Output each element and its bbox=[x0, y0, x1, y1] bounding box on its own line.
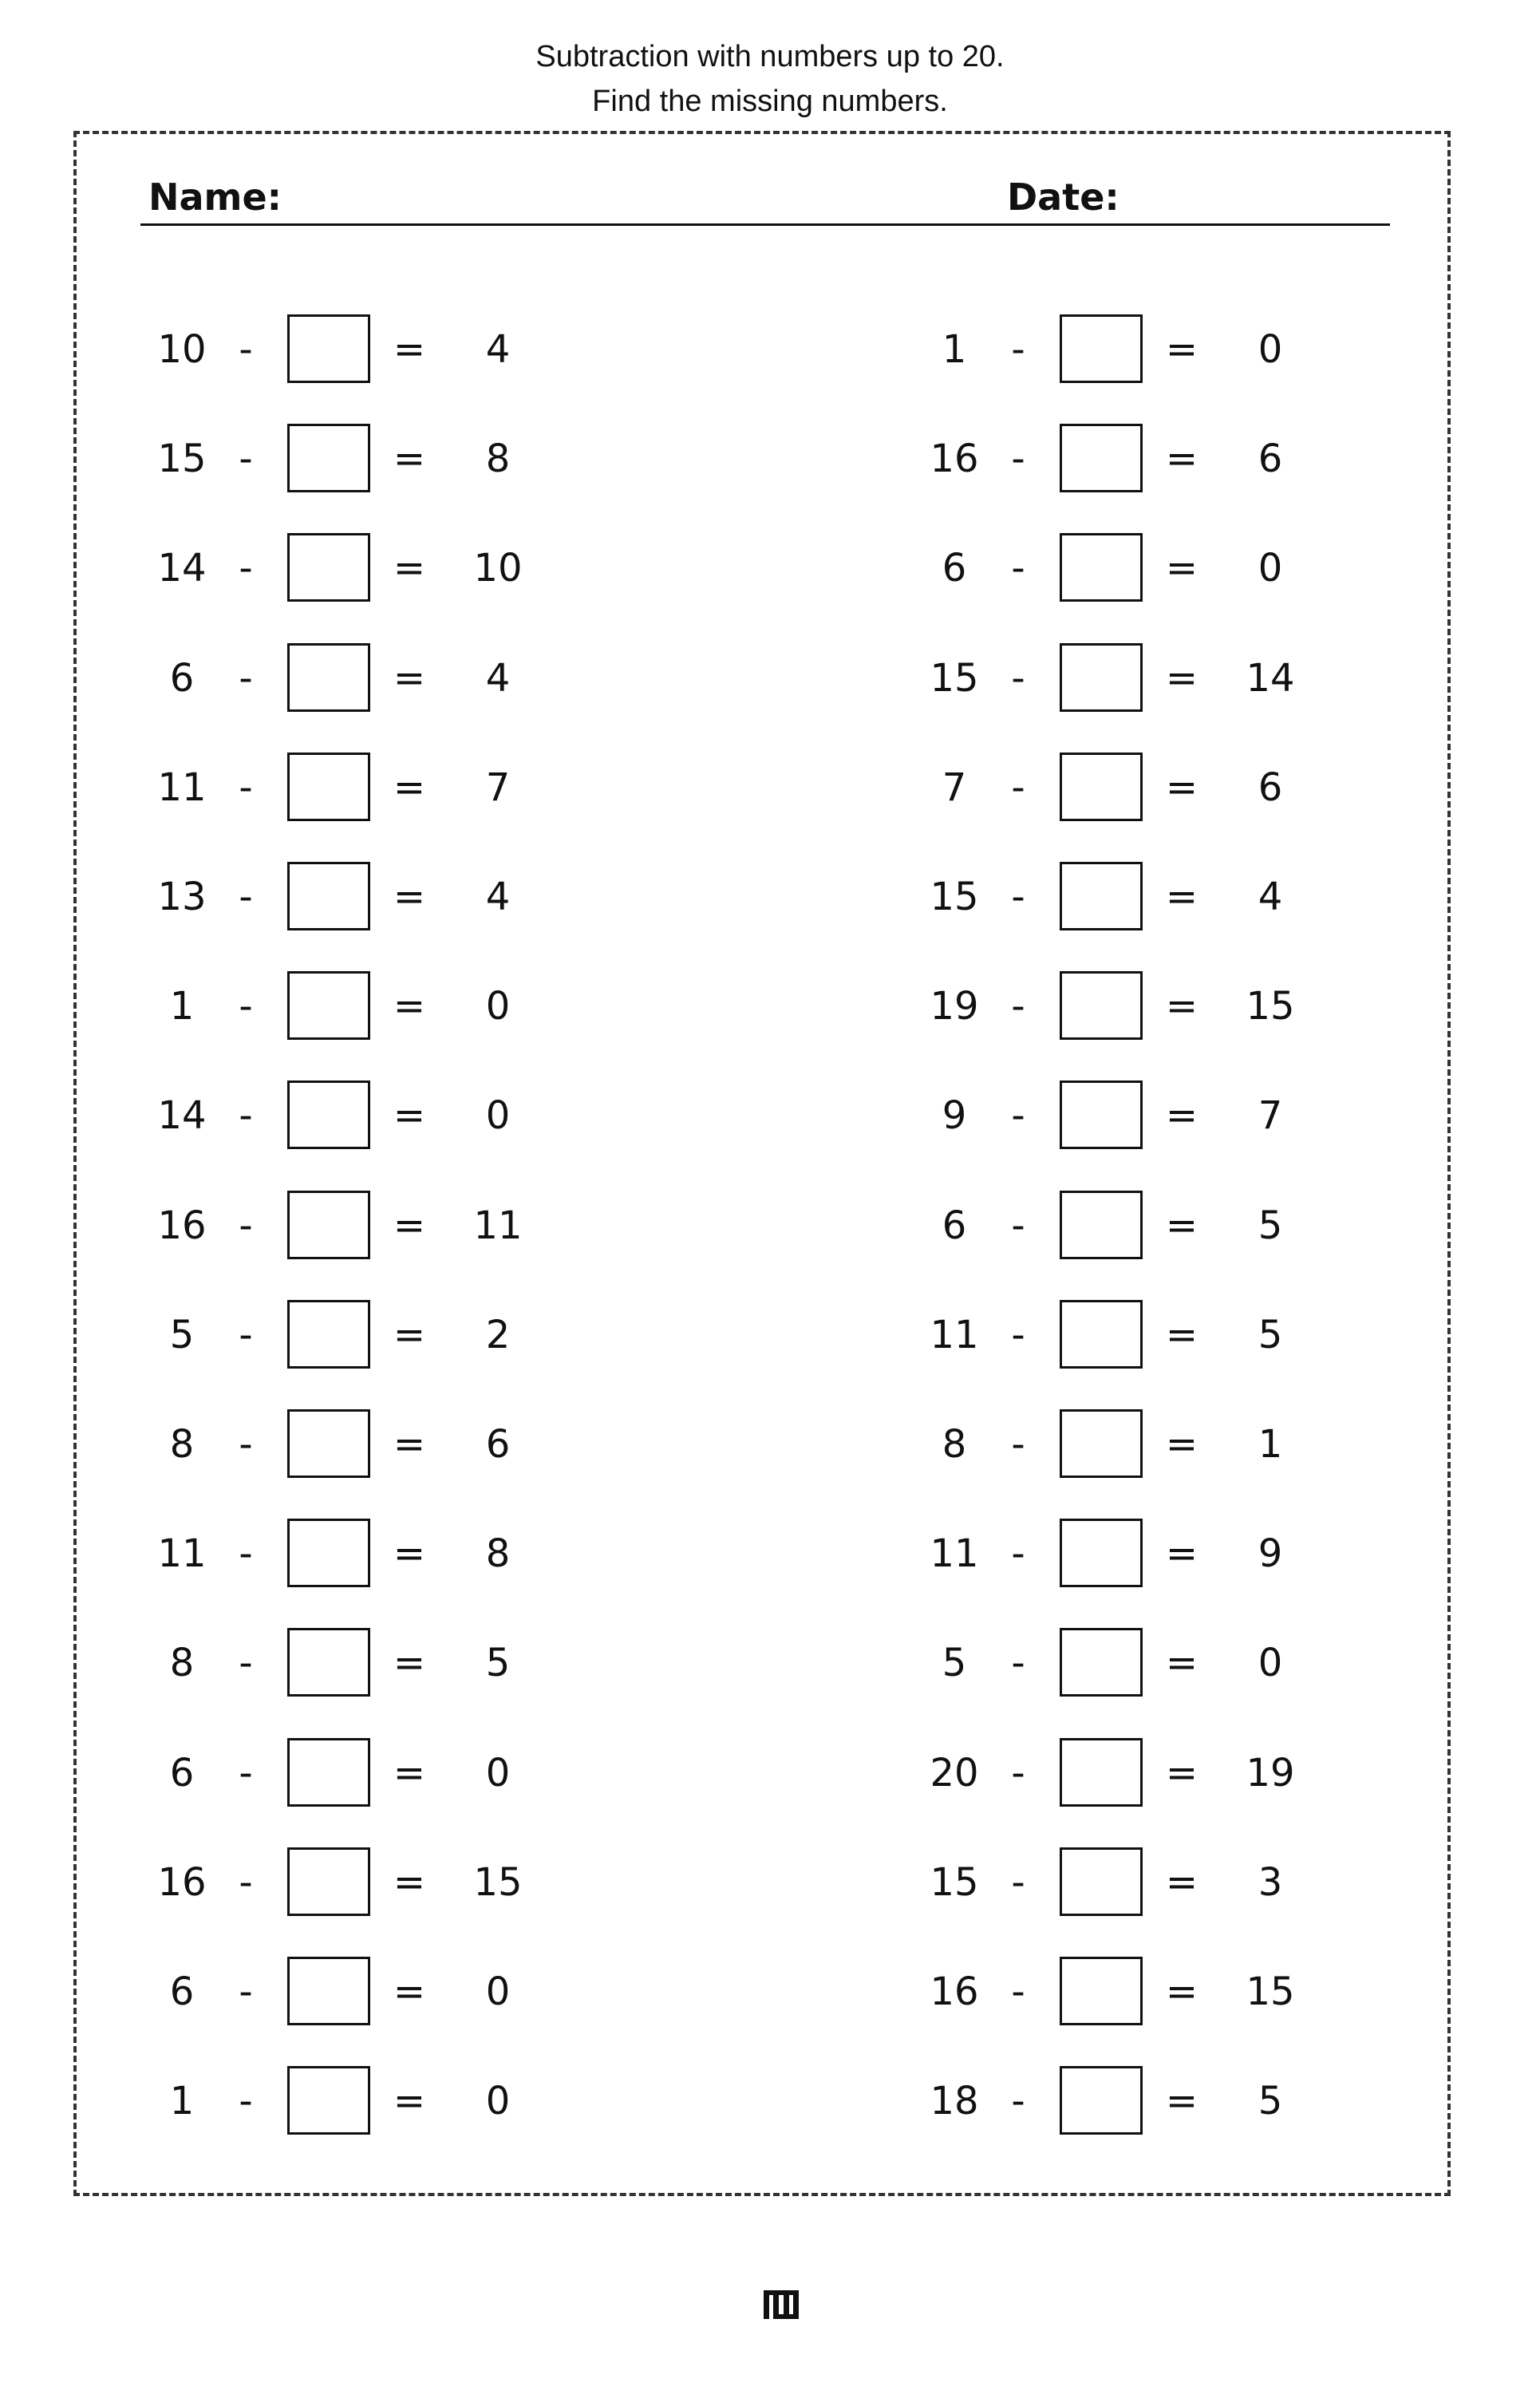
problem-row bbox=[142, 1187, 796, 1264]
difference: 4 bbox=[1258, 875, 1283, 919]
minus-sign: - bbox=[1011, 1093, 1025, 1138]
equals-sign: = bbox=[393, 437, 426, 481]
difference: 0 bbox=[1258, 546, 1283, 591]
minus-sign: - bbox=[1011, 327, 1025, 372]
difference: 5 bbox=[1258, 2079, 1283, 2123]
difference: 4 bbox=[485, 327, 511, 372]
equals-sign: = bbox=[393, 1641, 426, 1685]
difference: 0 bbox=[1258, 327, 1283, 372]
difference: 7 bbox=[485, 765, 511, 810]
minuend: 5 bbox=[169, 1313, 195, 1357]
minus-sign: - bbox=[239, 546, 253, 591]
equals-sign: = bbox=[393, 1969, 426, 2014]
minus-sign: - bbox=[239, 1641, 253, 1685]
minus-sign: - bbox=[239, 2079, 253, 2123]
minuend: 15 bbox=[930, 1860, 979, 1905]
problem-row bbox=[142, 311, 796, 388]
minuend: 6 bbox=[942, 1203, 967, 1248]
minus-sign: - bbox=[239, 1313, 253, 1357]
problem-row bbox=[142, 1735, 796, 1811]
difference: 0 bbox=[485, 984, 511, 1029]
answer-box[interactable] bbox=[1060, 314, 1143, 383]
worksheet-instructions: Find the missing numbers. bbox=[592, 85, 948, 118]
minuend: 13 bbox=[157, 875, 207, 919]
equals-sign: = bbox=[393, 875, 426, 919]
answer-box[interactable] bbox=[1060, 1519, 1143, 1587]
equals-sign: = bbox=[393, 656, 426, 701]
problem-row bbox=[914, 1297, 1540, 1373]
problem-row bbox=[914, 859, 1540, 935]
problem-row bbox=[142, 1954, 796, 2030]
minuend: 1 bbox=[942, 327, 967, 372]
minus-sign: - bbox=[1011, 1203, 1025, 1248]
equals-sign: = bbox=[1165, 437, 1198, 481]
problem-row bbox=[142, 1625, 796, 1701]
minus-sign: - bbox=[1011, 2079, 1025, 2123]
equals-sign: = bbox=[393, 1093, 426, 1138]
minuend: 10 bbox=[157, 327, 207, 372]
difference: 5 bbox=[1258, 1313, 1283, 1357]
answer-box[interactable] bbox=[1060, 1300, 1143, 1369]
minus-sign: - bbox=[1011, 1860, 1025, 1905]
equals-sign: = bbox=[1165, 875, 1198, 919]
minus-sign: - bbox=[239, 1860, 253, 1905]
equals-sign: = bbox=[1165, 1751, 1198, 1796]
minuend: 6 bbox=[942, 546, 967, 591]
problem-row bbox=[914, 1844, 1540, 1921]
problem-row bbox=[914, 1954, 1540, 2030]
problem-row bbox=[914, 968, 1540, 1045]
minuend: 11 bbox=[157, 1531, 207, 1576]
answer-box[interactable] bbox=[1060, 1957, 1143, 2025]
minus-sign: - bbox=[239, 1203, 253, 1248]
minuend: 14 bbox=[157, 546, 207, 591]
answer-box[interactable] bbox=[1060, 1847, 1143, 1916]
minus-sign: - bbox=[239, 656, 253, 701]
minuend: 14 bbox=[157, 1093, 207, 1138]
minus-sign: - bbox=[1011, 1313, 1025, 1357]
minus-sign: - bbox=[239, 1422, 253, 1467]
difference: 6 bbox=[1258, 765, 1283, 810]
difference: 14 bbox=[1246, 656, 1295, 701]
answer-box[interactable] bbox=[287, 1628, 370, 1697]
minuend: 11 bbox=[930, 1313, 979, 1357]
problem-row bbox=[142, 2063, 796, 2139]
minuend: 8 bbox=[942, 1422, 967, 1467]
answer-box[interactable] bbox=[1060, 1080, 1143, 1149]
minus-sign: - bbox=[1011, 546, 1025, 591]
answer-box[interactable] bbox=[1060, 2066, 1143, 2135]
minuend: 15 bbox=[930, 875, 979, 919]
problem-row bbox=[142, 421, 796, 497]
answer-box[interactable] bbox=[287, 862, 370, 930]
minus-sign: - bbox=[239, 327, 253, 372]
problem-row bbox=[914, 640, 1540, 717]
difference: 0 bbox=[485, 2079, 511, 2123]
name-date-line bbox=[140, 223, 1390, 226]
answer-box[interactable] bbox=[287, 1080, 370, 1149]
minuend: 5 bbox=[942, 1641, 967, 1685]
difference: 10 bbox=[473, 546, 523, 591]
equals-sign: = bbox=[393, 984, 426, 1029]
minus-sign: - bbox=[1011, 765, 1025, 810]
equals-sign: = bbox=[393, 1313, 426, 1357]
problem-row bbox=[142, 1297, 796, 1373]
minuend: 1 bbox=[169, 984, 195, 1029]
equals-sign: = bbox=[1165, 1531, 1198, 1576]
answer-box[interactable] bbox=[1060, 1628, 1143, 1697]
equals-sign: = bbox=[1165, 765, 1198, 810]
answer-box[interactable] bbox=[1060, 753, 1143, 821]
problem-row bbox=[142, 1077, 796, 1154]
problem-row bbox=[914, 421, 1540, 497]
difference: 7 bbox=[1258, 1093, 1283, 1138]
minus-sign: - bbox=[1011, 656, 1025, 701]
minuend: 9 bbox=[942, 1093, 967, 1138]
minus-sign: - bbox=[239, 984, 253, 1029]
equals-sign: = bbox=[1165, 2079, 1198, 2123]
minus-sign: - bbox=[239, 1093, 253, 1138]
answer-box[interactable] bbox=[287, 1519, 370, 1587]
answer-box[interactable] bbox=[287, 643, 370, 712]
difference: 4 bbox=[485, 875, 511, 919]
answer-box[interactable] bbox=[287, 1957, 370, 2025]
difference: 3 bbox=[1258, 1860, 1283, 1905]
minus-sign: - bbox=[239, 1751, 253, 1796]
answer-box[interactable] bbox=[1060, 862, 1143, 930]
minuend: 6 bbox=[169, 1751, 195, 1796]
equals-sign: = bbox=[393, 2079, 426, 2123]
answer-box[interactable] bbox=[1060, 533, 1143, 602]
answer-box[interactable] bbox=[287, 1191, 370, 1259]
equals-sign: = bbox=[393, 765, 426, 810]
problem-row bbox=[914, 1077, 1540, 1154]
answer-box[interactable] bbox=[1060, 971, 1143, 1040]
equals-sign: = bbox=[393, 1860, 426, 1905]
minus-sign: - bbox=[1011, 437, 1025, 481]
equals-sign: = bbox=[1165, 1969, 1198, 2014]
minuend: 20 bbox=[930, 1751, 979, 1796]
difference: 9 bbox=[1258, 1531, 1283, 1576]
equals-sign: = bbox=[1165, 1422, 1198, 1467]
equals-sign: = bbox=[1165, 1203, 1198, 1248]
minuend: 11 bbox=[157, 765, 207, 810]
minus-sign: - bbox=[239, 765, 253, 810]
minuend: 19 bbox=[930, 984, 979, 1029]
equals-sign: = bbox=[393, 327, 426, 372]
problem-row bbox=[914, 1515, 1540, 1592]
answer-box[interactable] bbox=[1060, 643, 1143, 712]
name-label: Name: bbox=[148, 176, 282, 219]
minus-sign: - bbox=[1011, 1969, 1025, 2014]
minuend: 15 bbox=[157, 437, 207, 481]
minus-sign: - bbox=[239, 437, 253, 481]
difference: 8 bbox=[485, 437, 511, 481]
difference: 5 bbox=[485, 1641, 511, 1685]
problem-row bbox=[914, 311, 1540, 388]
equals-sign: = bbox=[1165, 1641, 1198, 1685]
equals-sign: = bbox=[1165, 1860, 1198, 1905]
equals-sign: = bbox=[393, 1203, 426, 1248]
problem-row bbox=[142, 1844, 796, 1921]
minus-sign: - bbox=[1011, 875, 1025, 919]
difference: 19 bbox=[1246, 1751, 1295, 1796]
problem-row bbox=[914, 530, 1540, 606]
minus-sign: - bbox=[1011, 1751, 1025, 1796]
difference: 5 bbox=[1258, 1203, 1283, 1248]
problem-row bbox=[914, 2063, 1540, 2139]
problem-row bbox=[142, 859, 796, 935]
minus-sign: - bbox=[1011, 984, 1025, 1029]
answer-box[interactable] bbox=[287, 1409, 370, 1478]
minuend: 8 bbox=[169, 1422, 195, 1467]
minuend: 15 bbox=[930, 656, 979, 701]
answer-box[interactable] bbox=[287, 1300, 370, 1369]
equals-sign: = bbox=[393, 1422, 426, 1467]
answer-box[interactable] bbox=[1060, 1409, 1143, 1478]
problem-row bbox=[914, 749, 1540, 826]
difference: 2 bbox=[485, 1313, 511, 1357]
minus-sign: - bbox=[239, 875, 253, 919]
minuend: 18 bbox=[930, 2079, 979, 2123]
difference: 1 bbox=[1258, 1422, 1283, 1467]
minuend: 6 bbox=[169, 656, 195, 701]
problem-row bbox=[142, 530, 796, 606]
minuend: 16 bbox=[930, 1969, 979, 2014]
difference: 0 bbox=[485, 1093, 511, 1138]
answer-box[interactable] bbox=[287, 424, 370, 492]
minuend: 6 bbox=[169, 1969, 195, 2014]
problem-row bbox=[914, 1187, 1540, 1264]
minuend: 16 bbox=[930, 437, 979, 481]
difference: 4 bbox=[485, 656, 511, 701]
answer-box[interactable] bbox=[287, 533, 370, 602]
difference: 6 bbox=[485, 1422, 511, 1467]
problem-row bbox=[142, 968, 796, 1045]
minuend: 16 bbox=[157, 1860, 207, 1905]
minuend: 7 bbox=[942, 765, 967, 810]
answer-box[interactable] bbox=[287, 971, 370, 1040]
minuend: 1 bbox=[169, 2079, 195, 2123]
equals-sign: = bbox=[1165, 656, 1198, 701]
problem-row bbox=[914, 1735, 1540, 1811]
minus-sign: - bbox=[1011, 1422, 1025, 1467]
problem-row bbox=[914, 1406, 1540, 1483]
difference: 6 bbox=[1258, 437, 1283, 481]
problem-row bbox=[142, 1406, 796, 1483]
difference: 0 bbox=[485, 1751, 511, 1796]
answer-box[interactable] bbox=[287, 753, 370, 821]
difference: 15 bbox=[1246, 1969, 1295, 2014]
equals-sign: = bbox=[393, 1531, 426, 1576]
minus-sign: - bbox=[1011, 1641, 1025, 1685]
equals-sign: = bbox=[1165, 327, 1198, 372]
problem-row bbox=[142, 749, 796, 826]
answer-box[interactable] bbox=[287, 1847, 370, 1916]
worksheet-title: Subtraction with numbers up to 20. bbox=[535, 40, 1005, 73]
difference: 0 bbox=[485, 1969, 511, 2014]
problem-row bbox=[142, 640, 796, 717]
answer-box[interactable] bbox=[287, 2066, 370, 2135]
answer-box[interactable] bbox=[1060, 1191, 1143, 1259]
brand-logo-icon bbox=[764, 2290, 799, 2319]
date-label: Date: bbox=[1007, 176, 1119, 219]
equals-sign: = bbox=[393, 1751, 426, 1796]
minus-sign: - bbox=[1011, 1531, 1025, 1576]
equals-sign: = bbox=[1165, 984, 1198, 1029]
equals-sign: = bbox=[393, 546, 426, 591]
equals-sign: = bbox=[1165, 1093, 1198, 1138]
problem-row bbox=[914, 1625, 1540, 1701]
difference: 8 bbox=[485, 1531, 511, 1576]
answer-box[interactable] bbox=[1060, 424, 1143, 492]
minuend: 16 bbox=[157, 1203, 207, 1248]
difference: 0 bbox=[1258, 1641, 1283, 1685]
difference: 11 bbox=[473, 1203, 523, 1248]
minuend: 11 bbox=[930, 1531, 979, 1576]
difference: 15 bbox=[1246, 984, 1295, 1029]
minuend: 8 bbox=[169, 1641, 195, 1685]
minus-sign: - bbox=[239, 1969, 253, 2014]
minus-sign: - bbox=[239, 1531, 253, 1576]
equals-sign: = bbox=[1165, 546, 1198, 591]
difference: 15 bbox=[473, 1860, 523, 1905]
equals-sign: = bbox=[1165, 1313, 1198, 1357]
answer-box[interactable] bbox=[287, 1738, 370, 1807]
answer-box[interactable] bbox=[287, 314, 370, 383]
problem-row bbox=[142, 1515, 796, 1592]
answer-box[interactable] bbox=[1060, 1738, 1143, 1807]
